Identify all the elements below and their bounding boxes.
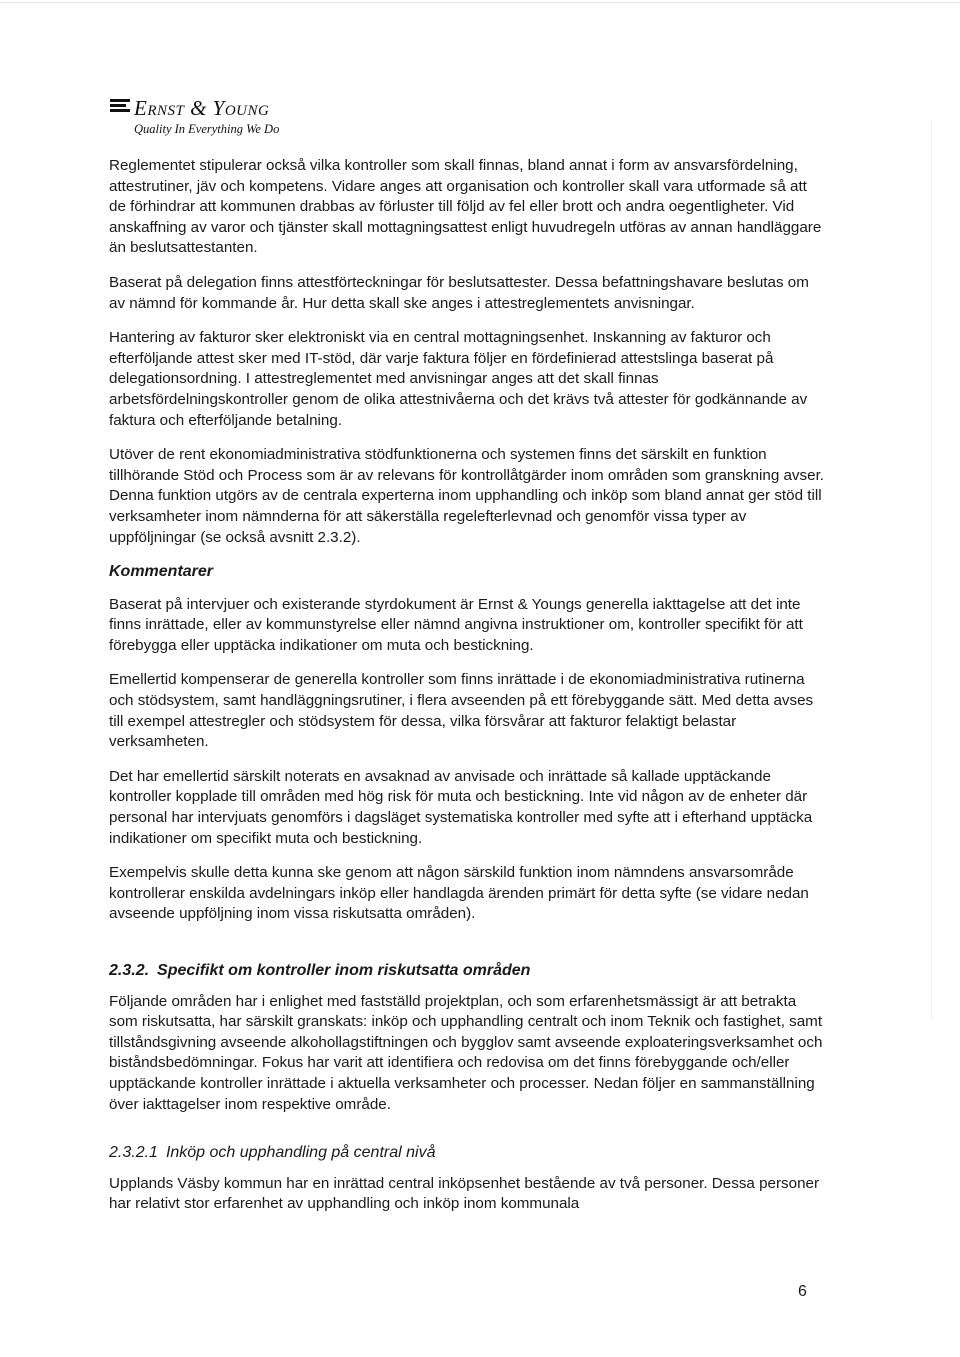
logo-name: Ernst & Young bbox=[134, 96, 270, 120]
paragraph: Emellertid kompenserar de generella kontroller som finns inrättade i de ekonomiadministrativa rutinerna och stödsystem, samt handläggningsrutiner, i flera avseenden på ett förebyggande sätt. Med detta avses till exempel attestregler och stödsystem för dessa, vilka försvårar att fakturor felaktigt belastar verksamheten. bbox=[109, 671, 814, 751]
scan-edge-line bbox=[0, 2, 960, 3]
paragraph: Reglementet stipulerar också vilka kontroller som skall finnas, bland annat i form av ansvarsfördelning, attestrutiner, jäv och kompetens. Vidare anges att organisation och kontroller skall vara utformade så att de förhindrar att kommunen drabbas av förluster till följd av fel eller brott och andra oegentligheter. Vid anskaffning av varor och tjänster skall mottagningsattest enligt huvudregeln utföras av annan handläggare än beslutsattestanten. bbox=[109, 157, 822, 257]
subsection-title: Inköp och upphandling på central nivå bbox=[165, 1144, 436, 1162]
paragraph: Hantering av fakturor sker elektroniskt via en central mottagningsenhet. Inskanning av fakturor och efterföljande attest sker med IT-stöd, där varje faktura följer en fördefinierad attestslinga baserat på delegationsordning. I attestreglementet med anvisningar anges att det skall finnas arbetsfördelningskontroller genom de olika attestnivåerna och det krävs två attester för godkännande av faktura och efterföljande betalning. bbox=[109, 329, 808, 429]
paragraph: Baserat på delegation finns attestförteckningar för beslutsattester. Dessa befattningshavare beslutas om av nämnd för kommande år. Hur detta skall ske anges i attestreglementets anvisningar. bbox=[109, 273, 809, 312]
company-logo bbox=[110, 96, 279, 137]
paragraph: Följande områden har i enlighet med fastställd projektplan, och som erfarenhetsmässigt är att betrakta som riskutsatta, har särskilt granskats: inköp och upphandling centralt och inom Teknik och fastighet, samt tillståndsgivning avseende alkohollagstiftningen och bygglov samt avseende exploateringsverksamhet och biståndsbedömningar. Fokus har varit att identifiera och redovisa om det finns förebyggande och/eller upptäckande kontroller inrättade i aktuella verksamheter och processer. Nedan följer en sammanställning över iakttagelser inom respektive område. bbox=[109, 992, 823, 1113]
section-number: 2.3.2. bbox=[109, 962, 150, 979]
document-body bbox=[109, 156, 824, 1229]
subsection-number: 2.3.2.1 bbox=[109, 1144, 158, 1162]
logo-tagline: Quality In Everything We Do bbox=[134, 122, 280, 136]
paragraph: Exempelvis skulle detta kunna ske genom att någon särskild funktion inom nämndens ansvarsområde kontrollerar enskilda avdelningars inköp eller handlagda ärenden primärt för detta syfte (se vidare nedan avseende uppföljning inom vissa riskutsatta områden). bbox=[109, 864, 809, 923]
section-title: Specifikt om kontroller inom riskutsatta områden bbox=[157, 962, 531, 979]
scan-edge-line bbox=[931, 120, 932, 1020]
paragraph: Upplands Väsby kommun har en inrättad central inköpsenhet bestående av två personer. Dessa personer har relativt stor erfarenhet av upphandling och inköp inom kommunala bbox=[109, 1174, 820, 1213]
subsection-heading bbox=[109, 1143, 824, 1164]
paragraph: Det har emellertid särskilt noterats en avsaknad av anvisade och inrättade så kallade upptäckande kontroller kopplade till områden med hög risk för muta och bestickning. Inte vid någon av de enheter där personal har intervjuats genomförs i dagsläget systematiska kontroller med syfte att i efterhand upptäcka indikationer om specifikt muta och bestickning. bbox=[109, 767, 813, 847]
paragraph: Baserat på intervjuer och existerande styrdokument är Ernst & Youngs generella iakttagelse att det inte finns inrättade, eller av kommunstyrelse eller nämnd angivna instruktioner om, kontroller specifikt för att förebygga eller upptäcka indikationer om muta och bestickning. bbox=[109, 595, 803, 654]
section-heading bbox=[109, 961, 824, 982]
kommentarer-heading: Kommentarer bbox=[109, 563, 214, 581]
paragraph: Utöver de rent ekonomiadministrativa stödfunktionerna och systemen finns det särskilt en funktion tillhörande Stöd och Process som är av relevans för kontrollåtgärder inom områden som granskning avser. Denna funktion utgörs av de centrala experterna inom upphandling och inköp som bland annat ger stöd till verksamheter inom nämnderna för att säkerställa regelefterlevnad och genomför vissa typer av uppföljningar (se också avsnitt 2.3.2). bbox=[109, 446, 825, 546]
page-number: 6 bbox=[798, 1283, 807, 1300]
ey-bars-icon bbox=[110, 97, 132, 115]
